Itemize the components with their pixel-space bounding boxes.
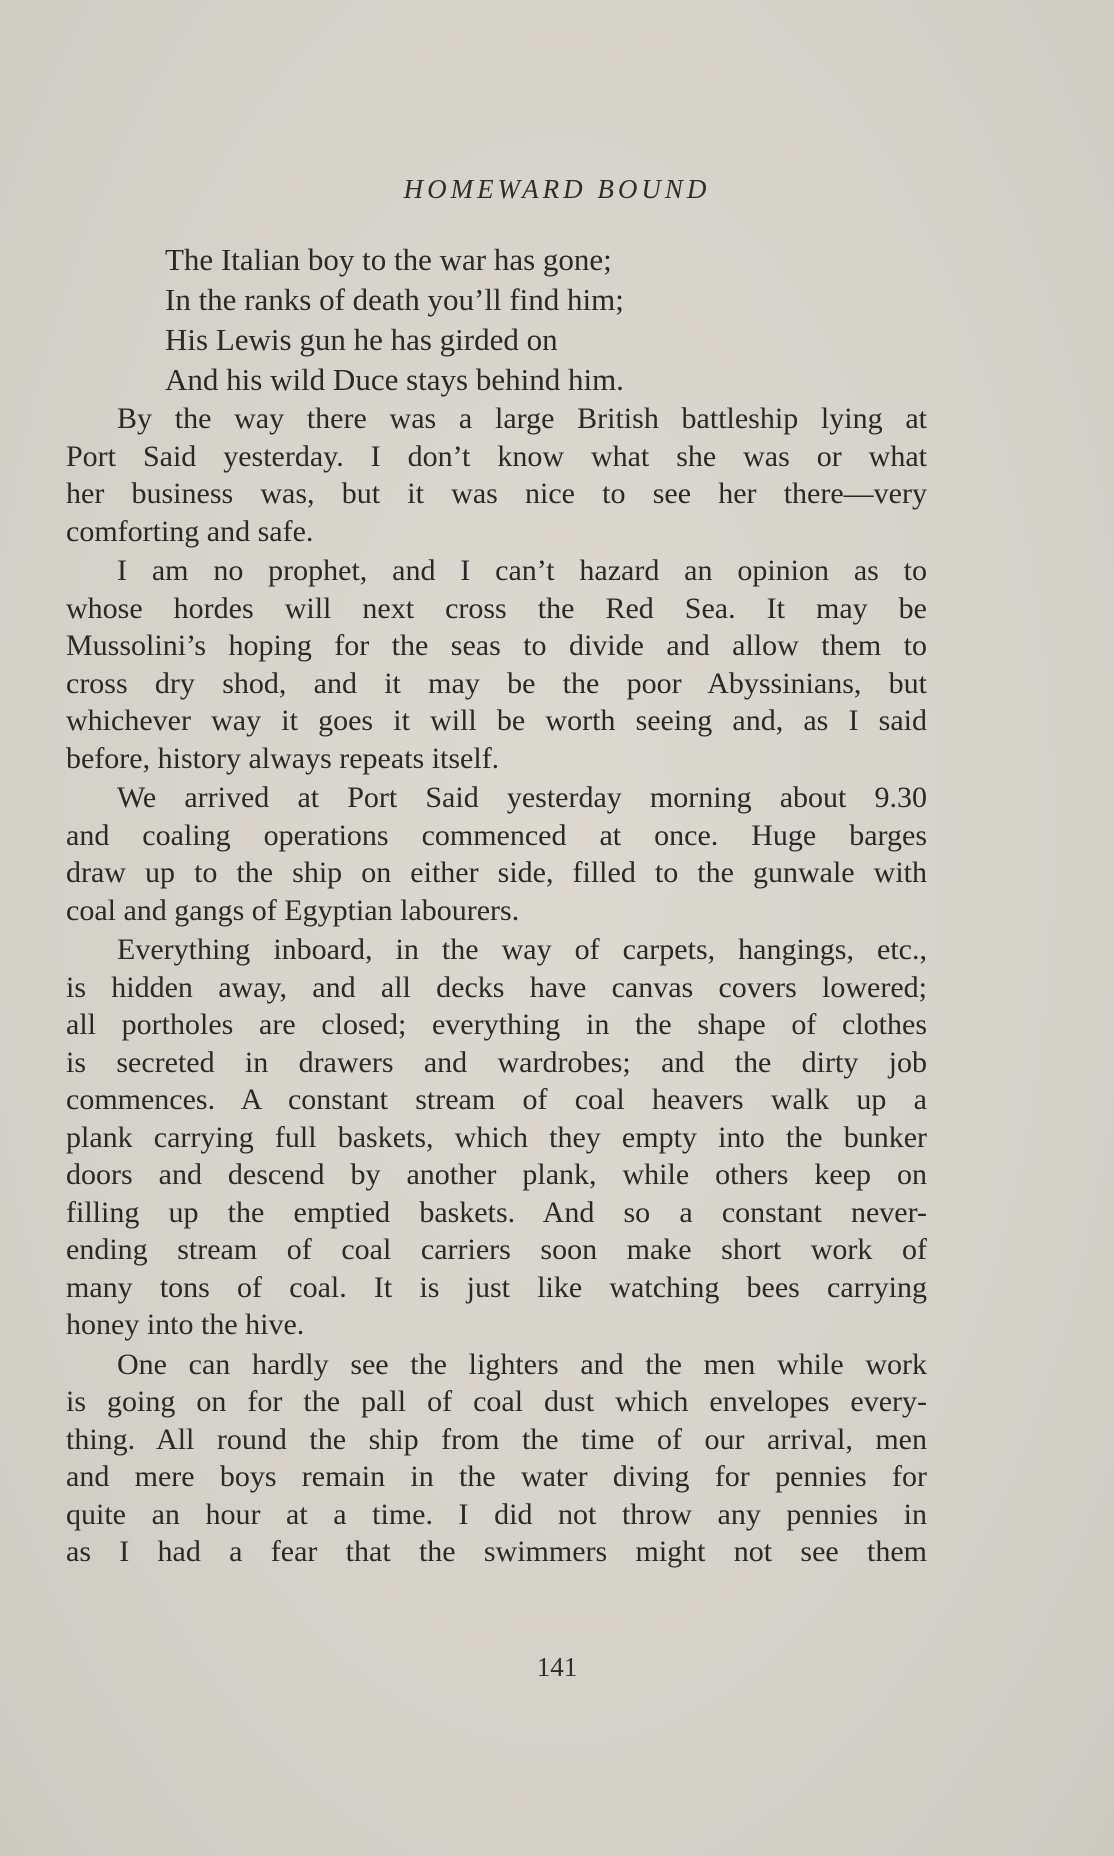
text-line: One can hardly see the lighters and the men while work bbox=[117, 1347, 927, 1381]
text-line: quite an hour at a time. I did not throw any pennies in bbox=[66, 1497, 927, 1531]
verse-line: His Lewis gun he has girded on bbox=[165, 322, 558, 357]
verse-line: And his wild Duce stays behind him. bbox=[165, 362, 624, 397]
text-line: honey into the hive. bbox=[66, 1308, 305, 1341]
text-line: filling up the emptied baskets. And so a constant never- bbox=[66, 1195, 927, 1229]
text-line: whose hordes will next cross the Red Sea. It may be bbox=[66, 591, 927, 625]
text-line: whichever way it goes it will be worth seeing and, as I said bbox=[66, 704, 927, 737]
text-line: and coaling operations commenced at once. Huge barges bbox=[66, 818, 927, 852]
paragraph-arrival bbox=[66, 779, 927, 929]
paragraph-divers bbox=[66, 1346, 927, 1571]
text-line: all portholes are closed; everything in the shape of clothes bbox=[66, 1008, 927, 1041]
text-line: is going on for the pall of coal dust which envelopes every- bbox=[66, 1385, 927, 1418]
text-line: her business was, but it was nice to see her there—very bbox=[66, 477, 927, 510]
text-line: Everything inboard, in the way of carpets, hangings, etc., bbox=[117, 933, 927, 966]
text-line: commences. A constant stream of coal heavers walk up a bbox=[66, 1083, 927, 1116]
text-line: ending stream of coal carriers soon make short work of bbox=[66, 1233, 927, 1266]
text-line: doors and descend by another plank, while others keep on bbox=[66, 1158, 927, 1191]
text-line: many tons of coal. It is just like watching bees carrying bbox=[66, 1270, 927, 1304]
text-line: Mussolini’s hoping for the seas to divide and allow them to bbox=[66, 629, 927, 662]
text-line: Port Said yesterday. I don’t know what she was or what bbox=[66, 439, 927, 473]
page-number: 141 bbox=[536, 1652, 578, 1682]
text-line: is secreted in drawers and wardrobes; and the dirty job bbox=[66, 1045, 927, 1079]
text-line: draw up to the ship on either side, filled to the gunwale with bbox=[66, 856, 927, 889]
text-line: We arrived at Port Said yesterday morning about 9.30 bbox=[117, 781, 927, 814]
text-line: plank carrying full baskets, which they empty into the bunker bbox=[66, 1120, 927, 1154]
body-text bbox=[66, 400, 927, 1573]
paragraph-coaling bbox=[66, 931, 927, 1344]
text-line: is hidden away, and all decks have canvas covers lowered; bbox=[66, 970, 927, 1004]
running-head: HOMEWARD BOUND bbox=[403, 174, 711, 204]
text-line: By the way there was a large British battleship lying at bbox=[117, 402, 927, 435]
text-line: as I had a fear that the swimmers might not see them bbox=[66, 1535, 927, 1568]
verse-line: The Italian boy to the war has gone; bbox=[165, 242, 612, 277]
verse-line: In the ranks of death you’ll find him; bbox=[165, 282, 624, 317]
text-line: coal and gangs of Egyptian labourers. bbox=[66, 893, 520, 927]
verse-stanza bbox=[165, 240, 925, 400]
text-line: I am no prophet, and I can’t hazard an opinion as to bbox=[117, 554, 927, 587]
text-line: cross dry shod, and it may be the poor Abyssinians, but bbox=[66, 666, 927, 700]
text-line: thing. All round the ship from the time of our arrival, men bbox=[66, 1422, 927, 1456]
text-line: and mere boys remain in the water diving for pennies for bbox=[66, 1460, 927, 1493]
text-line: before, history always repeats itself. bbox=[66, 741, 500, 775]
paragraph-prophet bbox=[66, 552, 927, 777]
text-line: comforting and safe. bbox=[66, 514, 314, 548]
paragraph-battleship bbox=[66, 400, 927, 550]
